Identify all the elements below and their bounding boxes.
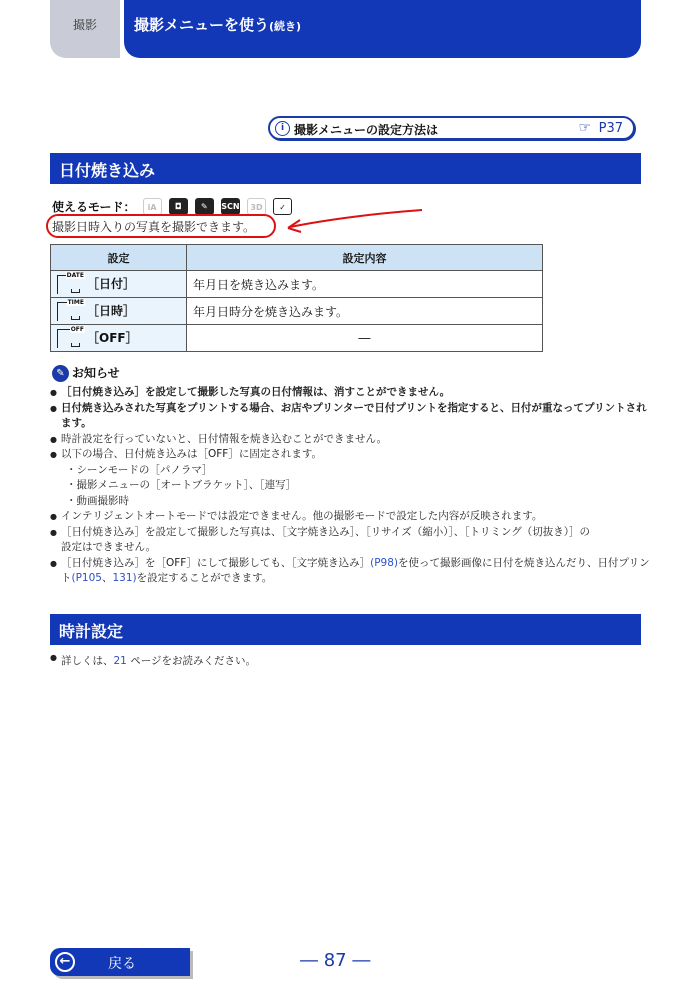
section-description: 撮影日時入りの写真を撮影できます。 [52,220,256,234]
sub-item: ・シーンモードの［パノラマ］ [66,463,213,476]
column-header: 設定内容 [187,245,543,271]
header-bar [124,0,641,58]
page-number: ― 87 ― [300,950,371,971]
creative-mode-icon: ✎ [195,198,214,215]
info-icon: i [275,121,290,136]
content-cell: 年月日を焼き込みます。 [187,271,543,298]
clock-note-prefix: 詳しくは、 [61,655,114,667]
camera-mode-icon: ◘ [169,198,188,215]
content-cell: 年月日時分を焼き込みます。 [187,298,543,325]
setting-label: ［日時］ [87,303,136,318]
notice-title: お知らせ [72,366,120,380]
setting-cell [51,325,187,352]
settings-table [50,244,543,352]
setting-label: ［OFF］ [87,330,138,345]
reference-text: 撮影メニューの設定方法は [294,123,439,137]
back-label: 戻る [108,956,136,972]
red-highlight-oval [46,214,276,238]
setting-cell [51,298,187,325]
page-link-p131[interactable]: 131) [112,572,137,584]
back-arrow-icon: ← [55,952,75,972]
pencil-icon: ✎ [52,365,69,382]
column-header: 設定 [51,245,187,271]
chapter-tab[interactable] [50,0,120,58]
modes-label: 使えるモード： [52,200,136,214]
list-item: ● インテリジェントオートモードでは設定できません。他の撮影モードで設定した内容が反映されます。 [50,509,650,525]
list-item: ● 日付焼き込みされた写真をプリントする場合、お店やプリンターで日付プリントを指定すると、日付が重なってプリントされます。 [50,401,650,432]
time-stamp-icon: TIME [57,302,83,321]
table-row [51,325,543,352]
table-header-row [51,245,543,271]
scn-mode-icon: SCN [221,198,240,215]
sub-item: ・動画撮影時 [66,494,129,507]
3d-mode-icon: 3D [247,198,266,215]
list-item-text: ［日付焼き込み］を［OFF］にして撮影しても、［文字焼き込み］ [61,556,371,569]
notice-heading [52,364,120,382]
table-row [51,298,543,325]
notice-list [50,385,650,587]
list-item: ● ［日付焼き込み］を設定して撮影した写真の日付情報は、消すことができません。 [50,385,650,401]
list-item [50,525,650,556]
setting-label: ［日付］ [87,276,136,291]
content-cell: ― [187,325,543,352]
reference-page: P37 [598,121,623,136]
page-subtitle: (続き) [269,20,302,33]
page-link-p98[interactable]: (P98) [370,556,398,569]
off-stamp-icon: OFF [57,329,83,348]
reference-link[interactable] [268,116,635,140]
sub-item: ・撮影メニューの［オートブラケット］、［連写］ [66,479,297,491]
section-header-date-stamp [50,153,641,184]
list-item-text: 設定はできません。 [61,541,157,553]
list-item-text: ［日付焼き込み］を設定して撮影した写真は、［文字焼き込み］、［リサイズ（縮小）］、［トリミング（切抜き）］の [61,525,590,538]
custom-mode-icon: ✓ [273,198,292,215]
clock-note-suffix: ページをお読みください。 [126,655,257,667]
date-stamp-icon: DATE [57,275,83,294]
chapter-tab-label: 撮影 [72,18,97,32]
page-link-p105[interactable]: (P105 [71,572,102,584]
list-item [50,556,650,587]
list-item-text: 、 [101,572,113,584]
list-item-text: を使って撮影画像に日付を焼き込んだり、日付プリント [61,556,650,584]
clock-note [50,653,256,668]
back-button[interactable] [50,948,190,976]
list-item: ● 以下の場合、日付焼き込みは［OFF］に固定されます。 [50,447,650,463]
page-link-21[interactable]: 21 [113,655,127,667]
page-header [50,0,641,58]
page-title [134,14,301,35]
setting-cell [51,271,187,298]
page-title-text: 撮影メニューを使う [134,16,270,34]
section-title: 日付焼き込み [59,161,156,180]
list-item: ● 時計設定を行っていないと、日付情報を焼き込むことができません。 [50,432,650,448]
table-row [51,271,543,298]
list-item-text: を設定することができます。 [136,572,273,584]
section-title: 時計設定 [59,622,124,641]
section-header-clock-setting [50,614,641,645]
pointing-hand-icon: ☞ [578,120,591,136]
ia-mode-icon: iA [143,198,162,215]
available-modes [52,196,292,214]
red-arrow-icon [280,205,430,235]
